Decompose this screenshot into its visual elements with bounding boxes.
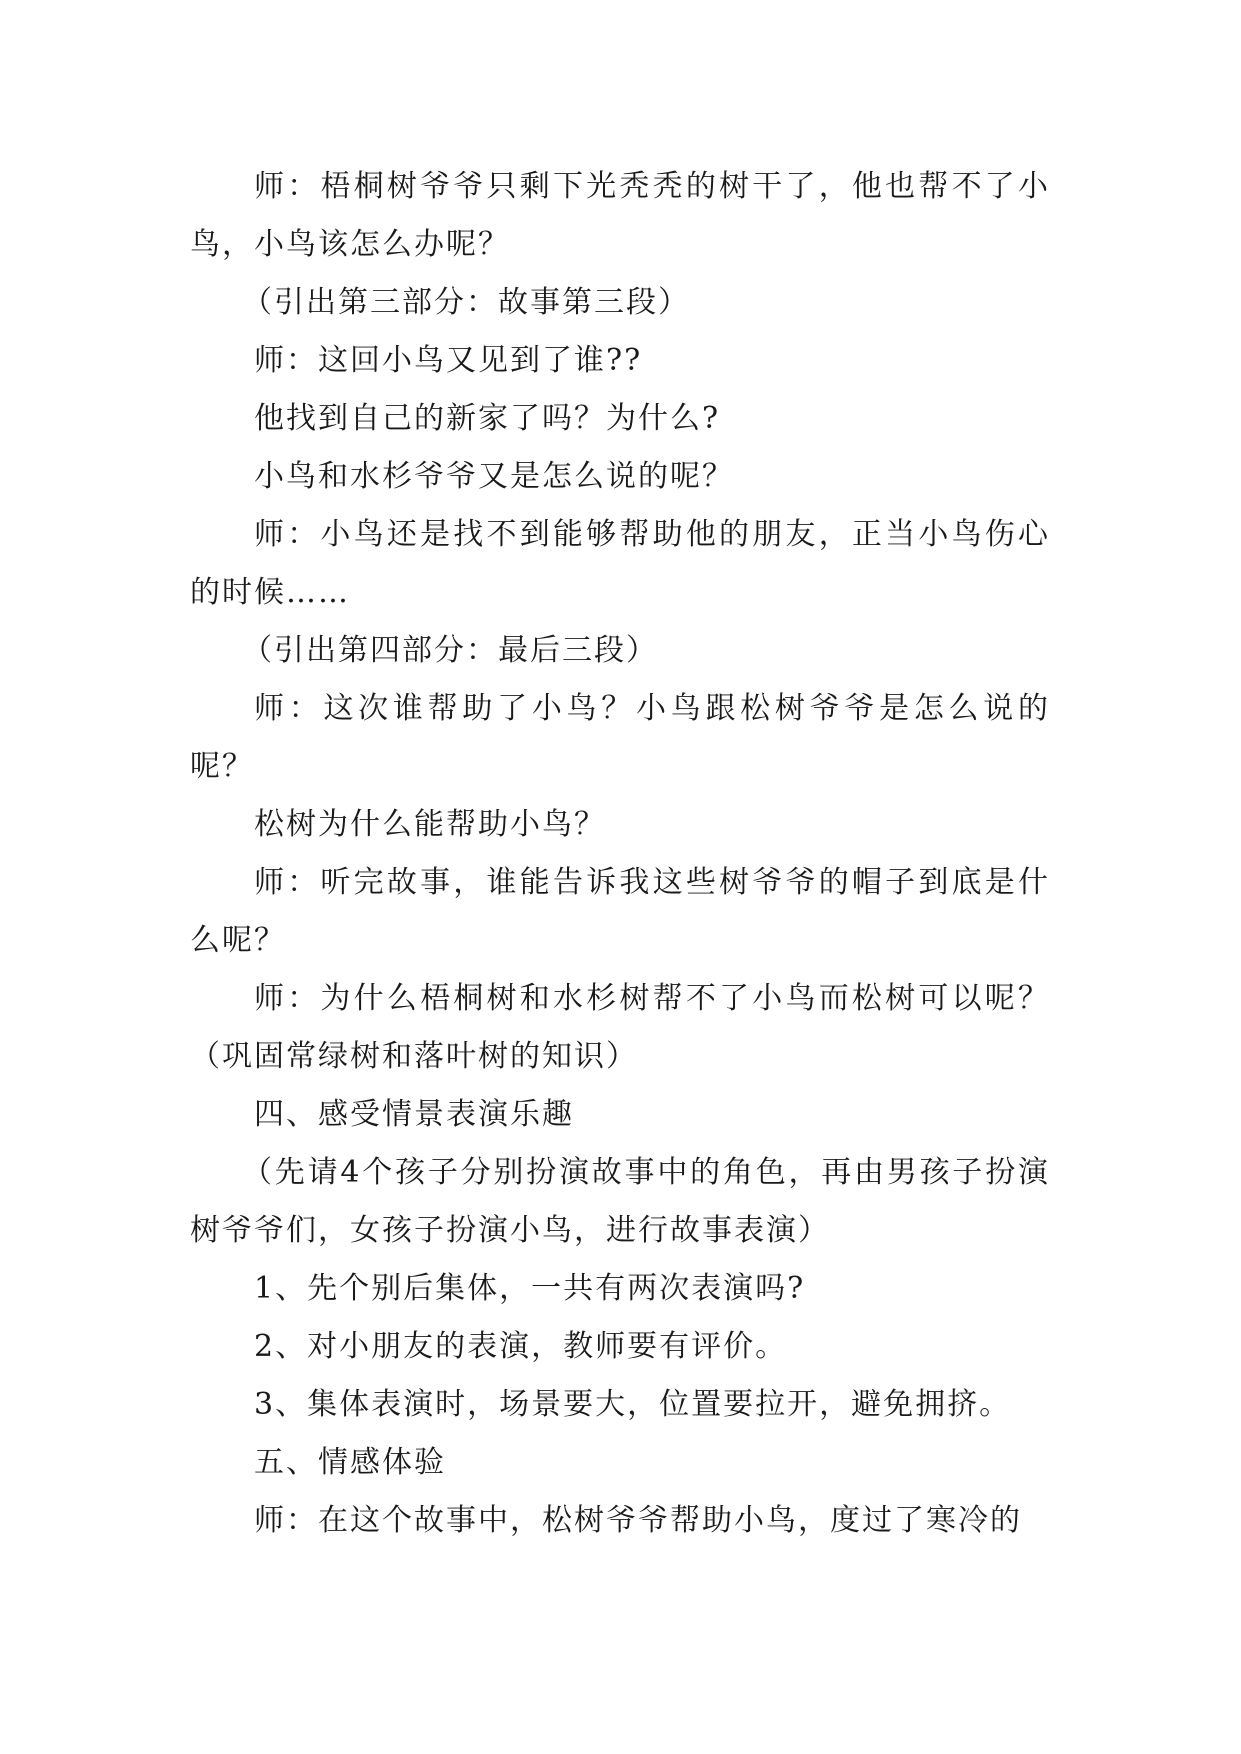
paragraph-16: 3、集体表演时，场景要大，位置要拉开，避免拥挤。 xyxy=(254,1387,1012,1422)
paragraph-13: （先请4个孩子分别扮演故事中的角色，再由男孩子扮演树爷爷们，女孩子扮演小鸟，进行故事表演） xyxy=(190,1155,1050,1248)
paragraph-12: 四、感受情景表演乐趣 xyxy=(254,1097,574,1132)
paragraph-14: 1、先个别后集体，一共有两次表演吗? xyxy=(254,1271,806,1306)
paragraph-10: 师：听完故事，谁能告诉我这些树爷爷的帽子到底是什么呢？ xyxy=(190,865,1050,958)
paragraph-1: 师：梧桐树爷爷只剩下光秃秃的树干了，他也帮不了小鸟，小鸟该怎么办呢？ xyxy=(190,169,1050,262)
paragraph-2: （引出第三部分：故事第三段） xyxy=(242,285,690,320)
paragraph-5: 小鸟和水杉爷爷又是怎么说的呢？ xyxy=(254,459,734,494)
paragraph-3: 师：这回小鸟又见到了谁?? xyxy=(254,343,643,378)
paragraph-6: 师：小鸟还是找不到能够帮助他的朋友，正当小鸟伤心的时候…… xyxy=(190,517,1050,610)
paragraph-8: 师：这次谁帮助了小鸟？小鸟跟松树爷爷是怎么说的呢？ xyxy=(190,691,1050,784)
document-body xyxy=(190,158,1050,1550)
paragraph-7: （引出第四部分：最后三段） xyxy=(242,633,658,668)
paragraph-9: 松树为什么能帮助小鸟？ xyxy=(254,807,606,842)
paragraph-4: 他找到自己的新家了吗？为什么? xyxy=(254,401,721,436)
paragraph-11: 师：为什么梧桐树和水杉树帮不了小鸟而松树可以呢？（巩固常绿树和落叶树的知识） xyxy=(190,981,1050,1074)
paragraph-18: 师：在这个故事中，松树爷爷帮助小鸟，度过了寒冷的 xyxy=(254,1503,1022,1538)
paragraph-15: 2、对小朋友的表演，教师要有评价。 xyxy=(254,1329,788,1364)
paragraph-17: 五、情感体验 xyxy=(254,1445,446,1480)
